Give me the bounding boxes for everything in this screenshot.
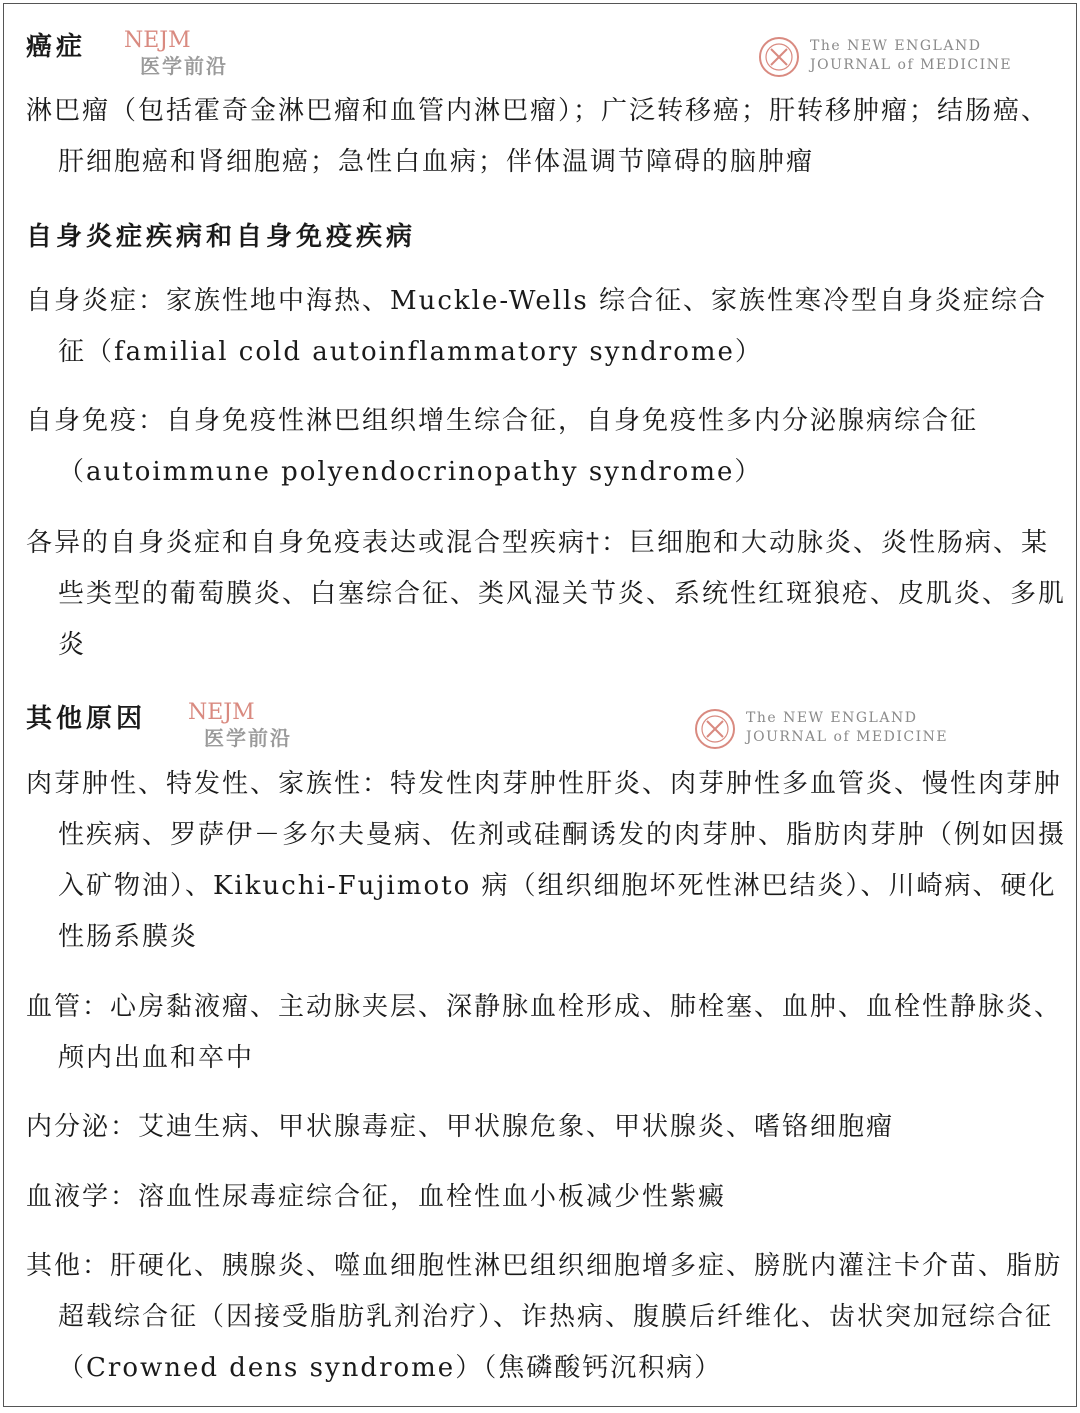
paragraph-endocrine: 内分泌：艾迪生病、甲状腺毒症、甲状腺危象、甲状腺炎、嗜铬细胞瘤 bbox=[26, 1112, 895, 1142]
paragraph-autoinflammatory: 自身炎症：家族性地中海热、Muckle-Wells 综合征、家族性寒冷型自身炎症综合征（familial cold autoinflammatory syndrome） bbox=[26, 286, 1047, 367]
journal-logo-line2: JOURNAL of MEDICINE bbox=[810, 57, 1013, 73]
nejm-cn-logo-text: 医学前沿 bbox=[140, 54, 228, 78]
journal-logo bbox=[758, 36, 1018, 80]
section-heading-autoimmune: 自身炎症疾病和自身免疫疾病 bbox=[26, 222, 417, 252]
journal-logo-line1: The NEW ENGLAND bbox=[746, 710, 918, 726]
paragraph-miscellaneous: 其他：肝硬化、胰腺炎、噬血细胞性淋巴组织细胞增多症、膀胱内灌注卡介苗、脂肪超载综合征（因接受脂肪乳剂治疗）、诈热病、腹膜后纤维化、齿状突加冠综合征（Crowned dens syndrome）（焦磷酸钙沉积病） bbox=[26, 1251, 1063, 1383]
journal-seal-icon bbox=[758, 36, 800, 78]
nejm-logo-text: NEJM bbox=[188, 700, 255, 725]
paragraph-mixed-diseases: 各异的自身炎症和自身免疫表达或混合型疾病†：巨细胞和大动脉炎、炎性肠病、某些类型的葡萄膜炎、白塞综合征、类风湿关节炎、系统性红斑狼疮、皮肌炎、多肌炎 bbox=[26, 528, 1067, 660]
journal-seal-icon bbox=[694, 708, 736, 750]
nejm-logo-text: NEJM bbox=[124, 28, 191, 53]
paragraph-granulomatous: 肉芽肿性、特发性、家族性：特发性肉芽肿性肝炎、肉芽肿性多血管炎、慢性肉芽肿性疾病、罗萨伊－多尔夫曼病、佐剂或硅酮诱发的肉芽肿、脂肪肉芽肿（例如因摄入矿物油）、Kikuchi-Fujimoto 病（组织细胞坏死性淋巴结炎）、川崎病、硬化性肠系膜炎 bbox=[26, 769, 1067, 952]
nejm-cn-logo bbox=[124, 28, 274, 76]
document-page bbox=[3, 3, 1077, 1407]
section-heading-other: 其他原因 bbox=[26, 704, 147, 734]
paragraph-vascular: 血管：心房黏液瘤、主动脉夹层、深静脉血栓形成、肺栓塞、血肿、血栓性静脉炎、颅内出血和卒中 bbox=[26, 992, 1063, 1073]
paragraph-hematology: 血液学：溶血性尿毒症综合征，血栓性血小板减少性紫癜 bbox=[26, 1182, 727, 1212]
nejm-cn-logo bbox=[188, 700, 338, 748]
paragraph-autoimmune: 自身免疫：自身免疫性淋巴组织增生综合征，自身免疫性多内分泌腺病综合征（autoimmune polyendocrinopathy syndrome） bbox=[26, 406, 979, 487]
journal-logo bbox=[694, 708, 954, 752]
nejm-cn-logo-text: 医学前沿 bbox=[204, 726, 292, 750]
section-heading-cancer: 癌症 bbox=[26, 32, 87, 62]
paragraph-cancer: 淋巴瘤（包括霍奇金淋巴瘤和血管内淋巴瘤）；广泛转移癌；肝转移肿瘤；结肠癌、肝细胞癌和肾细胞癌；急性白血病；伴体温调节障碍的脑肿瘤 bbox=[26, 96, 1050, 177]
journal-logo-line2: JOURNAL of MEDICINE bbox=[746, 729, 949, 745]
journal-logo-line1: The NEW ENGLAND bbox=[810, 38, 982, 54]
